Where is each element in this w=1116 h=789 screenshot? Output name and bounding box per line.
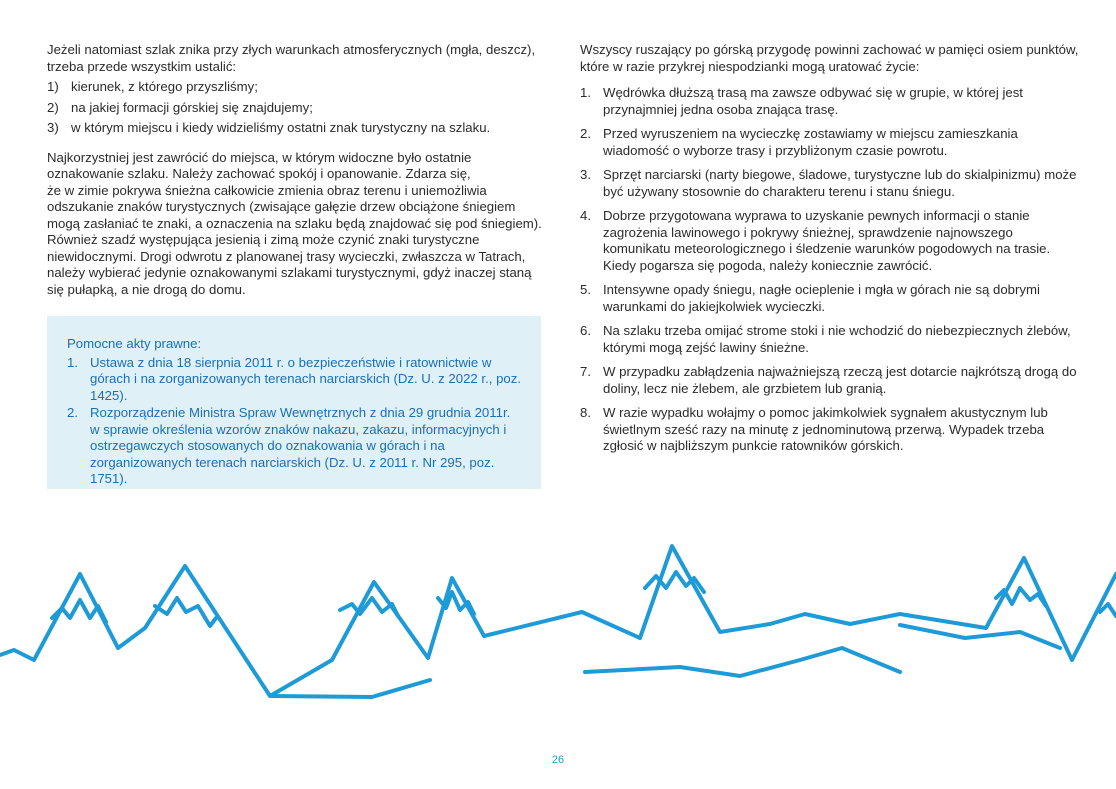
list-item — [47, 100, 547, 117]
list-item — [67, 355, 521, 405]
paragraph-line: że w zimie pokrywa śnieżna całkowicie zmienia obraz terenu i uniemożliwia — [47, 182, 487, 198]
paragraph-line: niewidocznymi. Drogi odwrotu z planowanej trasy wycieczki, zwłaszcza w Tatrach, — [47, 248, 526, 264]
item-text: W przypadku zabłądzenia najważniejszą rzeczą jest dotarcie najkrótszą drogą do doliny, lecz nie żlebem, ale grzbietem lub granią. — [603, 364, 1077, 396]
list-item — [580, 85, 1080, 118]
item-text: Rozporządzenie Ministra Spraw Wewnętrznych z dnia 29 grudnia 2011r. w sprawie określenia wzorów znaków nakazu, zakazu, informacyjnych i ostrzegawczych stosowanych do oznakowania w górach i na zorganizowanych terenach narciarskich (Dz. U. z 2011 r. Nr 295, poz. 1751). — [90, 405, 511, 486]
item-number: 6. — [580, 323, 591, 338]
item-text: Sprzęt narciarski (narty biegowe, śladowe, turystyczne lub do skialpinizmu) może być używany stosownie do charakteru terenu i stanu śniegu. — [603, 167, 1077, 199]
list-item — [67, 405, 521, 488]
item-number: 8. — [580, 405, 591, 420]
item-number: 1) — [47, 79, 59, 94]
item-number: 4. — [580, 208, 591, 223]
paragraph-line: Również szadź występująca jesienią i zimą może czynić znaki turystyczne — [47, 232, 480, 247]
item-text: Intensywne opady śniegu, nagłe ocieplenie i mgła w górach nie są dobrymi warunkami do jakiejkolwiek wycieczki. — [603, 282, 1040, 314]
list-item — [580, 405, 1080, 455]
list-item — [47, 120, 547, 137]
foothill-line — [585, 648, 900, 676]
item-text: Dobrze przygotowana wyprawa to uzyskanie pewnych informacji o stanie zagrożenia lawinowego i pokrywy śnieżnej, sprawdzenie najnowszego komunikatu meteorologicznego i śledzenie warunków pogodowych na trasie. Kiedy pogarsza się pogoda, należy koniecznie zawrócić. — [603, 208, 1051, 273]
item-text: kierunek, z którego przyszliśmy; — [71, 79, 258, 94]
item-number: 3. — [580, 167, 591, 182]
page-number: 26 — [551, 754, 565, 766]
left-column — [47, 42, 547, 298]
paragraph-line: odszukanie znaków turystycznych (zwisające gałęzie drzew obciążone śniegiem — [47, 199, 516, 214]
item-number: 2. — [67, 405, 78, 420]
paragraph-line: Najkorzystniej jest zawrócić do miejsca, w którym widoczne było ostatnie — [47, 149, 472, 165]
safety-rules-list — [580, 85, 1080, 455]
list-item — [580, 126, 1080, 159]
snow-cap — [1100, 604, 1116, 616]
paragraph-line: należy wybierać jedynie oznakowanymi szlakami turystycznymi, gdyż inaczej staną — [47, 265, 532, 280]
list-item — [580, 364, 1080, 397]
item-number: 2. — [580, 126, 591, 141]
item-text: Przed wyruszeniem na wycieczkę zostawiamy w miejscu zamieszkania wiadomość o wyborze trasy i przybliżonym czasie powrotu. — [603, 126, 1018, 158]
list-item — [580, 167, 1080, 200]
list-item — [580, 282, 1080, 315]
item-number: 1. — [580, 85, 591, 100]
legal-acts-box — [47, 316, 541, 489]
list-item — [580, 208, 1080, 274]
item-text: Na szlaku trzeba omijać strome stoki i nie wchodzić do niebezpiecznych żlebów, którymi mogą zejść lawiny śnieżne. — [603, 323, 1071, 355]
trail-checklist — [47, 79, 547, 137]
legal-acts-list — [67, 355, 521, 488]
mountain-ridge — [0, 546, 1116, 696]
item-text: Wędrówka dłuższą trasą ma zawsze odbywać się w grupie, w której jest przynajmniej jedna osoba znająca trasę. — [603, 85, 1023, 117]
left-intro: Jeżeli natomiast szlak znika przy złych warunkach atmosferycznych (mgła, deszcz), trzeba przede wszystkim ustalić: — [47, 42, 536, 74]
paragraph-line: oznakowanie szlaku. Należy zachować spokój i opanowanie. Zdarza się, — [47, 166, 471, 181]
item-text: w którym miejscu i kiedy widzieliśmy ostatni znak turystyczny na szlaku. — [71, 120, 491, 135]
legal-acts-title: Pomocne akty prawne: — [67, 336, 202, 351]
item-text: Ustawa z dnia 18 sierpnia 2011 r. o bezpieczeństwie i ratownictwie w górach i na zorganizowanych terenach narciarskich (Dz. U. z 2022 r., poz. 1425). — [90, 354, 522, 403]
item-text: na jakiej formacji górskiej się znajdujemy; — [71, 99, 313, 115]
paragraph-line: mogą zasłaniać te znaki, a oznaczenia na szlaku będą znajdować się pod śniegiem). — [47, 215, 542, 231]
item-text: W razie wypadku wołajmy o pomoc jakimkolwiek sygnałem akustycznym lub świetlnym sześć razy na minutę z jednominutową przerwą. Wypadek trzeba zgłosić w najbliższym punkcie ratowników górskich. — [603, 405, 1048, 453]
item-number: 1. — [67, 354, 78, 370]
item-number: 2) — [47, 99, 59, 115]
left-paragraph — [47, 150, 547, 299]
paragraph-line: się pułapką, a nie drogą do domu. — [47, 281, 246, 297]
item-number: 7. — [580, 364, 591, 379]
right-intro: Wszyscy ruszający po górską przygodę powinni zachować w pamięci osiem punktów, które w razie przykrej niespodzianki mogą uratować życie: — [580, 42, 1079, 74]
mountains-illustration — [0, 530, 1116, 720]
item-number: 3) — [47, 120, 59, 135]
list-item — [47, 79, 547, 96]
item-number: 5. — [580, 282, 591, 297]
list-item — [580, 323, 1080, 356]
right-column — [580, 42, 1080, 463]
